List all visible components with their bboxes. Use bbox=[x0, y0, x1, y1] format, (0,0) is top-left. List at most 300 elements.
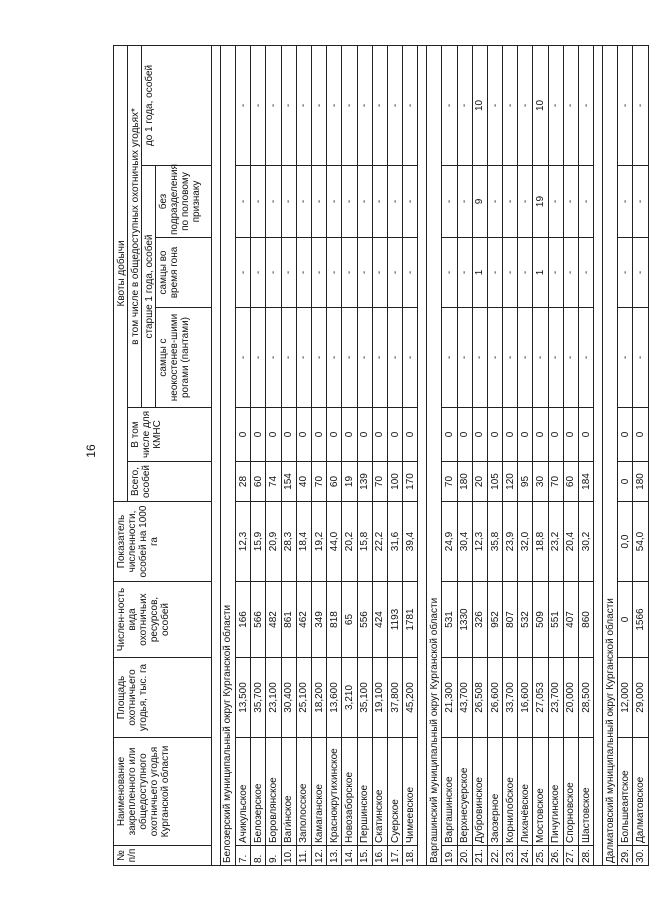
row-rut: 1 bbox=[533, 238, 548, 308]
row-calf: - bbox=[357, 45, 372, 165]
row-density: 18,4 bbox=[296, 502, 311, 582]
row-nosex: - bbox=[357, 166, 372, 238]
row-nosex: - bbox=[281, 166, 296, 238]
row-index: 23. bbox=[503, 846, 518, 866]
row-population: 326 bbox=[472, 582, 487, 658]
row-rut: - bbox=[503, 238, 518, 308]
row-kmns: 0 bbox=[442, 408, 457, 462]
row-rut: - bbox=[281, 238, 296, 308]
row-index: 17. bbox=[387, 846, 402, 866]
row-kmns: 0 bbox=[548, 408, 563, 462]
row-population: 482 bbox=[266, 582, 281, 658]
row-total: 74 bbox=[266, 462, 281, 502]
row-kmns: 0 bbox=[487, 408, 502, 462]
row-rut: - bbox=[357, 238, 372, 308]
row-index: 7. bbox=[236, 846, 251, 866]
row-rut: - bbox=[342, 238, 357, 308]
row-density: 31,6 bbox=[387, 502, 402, 582]
row-nosex: - bbox=[387, 166, 402, 238]
row-population: 349 bbox=[311, 582, 326, 658]
row-population: 1193 bbox=[387, 582, 402, 658]
row-kmns: 0 bbox=[311, 408, 326, 462]
row-population: 462 bbox=[296, 582, 311, 658]
row-rut: - bbox=[563, 238, 578, 308]
row-total: 20 bbox=[472, 462, 487, 502]
row-name: Верхнесуерское bbox=[457, 738, 472, 846]
row-name: Камаганское bbox=[311, 738, 326, 846]
row-area: 30,400 bbox=[281, 658, 296, 738]
row-calf: - bbox=[251, 45, 266, 165]
row-area: 3,210 bbox=[342, 658, 357, 738]
row-rut: - bbox=[518, 238, 533, 308]
row-population: 1566 bbox=[633, 582, 649, 658]
header-index: № п/п bbox=[114, 846, 212, 866]
row-nosex: - bbox=[327, 166, 342, 238]
row-population: 531 bbox=[442, 582, 457, 658]
district-header-row bbox=[220, 45, 235, 865]
row-velvet: - bbox=[633, 308, 649, 408]
row-index: 15. bbox=[357, 846, 372, 866]
table-row bbox=[403, 45, 418, 865]
row-area: 23,700 bbox=[548, 658, 563, 738]
row-population: 861 bbox=[281, 582, 296, 658]
row-total: 170 bbox=[403, 462, 418, 502]
row-calf: - bbox=[311, 45, 326, 165]
row-calf: - bbox=[342, 45, 357, 165]
row-name: Суерское bbox=[387, 738, 402, 846]
table-row bbox=[251, 45, 266, 865]
row-calf: 10 bbox=[472, 45, 487, 165]
row-area: 19,100 bbox=[372, 658, 387, 738]
row-total: 120 bbox=[503, 462, 518, 502]
row-density: 32,0 bbox=[518, 502, 533, 582]
row-index: 13. bbox=[327, 846, 342, 866]
row-kmns: 0 bbox=[387, 408, 402, 462]
row-index: 22. bbox=[487, 846, 502, 866]
row-area: 13,600 bbox=[327, 658, 342, 738]
row-nosex: - bbox=[503, 166, 518, 238]
row-name: Чимеевское bbox=[403, 738, 418, 846]
row-area: 43,700 bbox=[457, 658, 472, 738]
row-kmns: 0 bbox=[403, 408, 418, 462]
row-kmns: 0 bbox=[251, 408, 266, 462]
row-index: 18. bbox=[403, 846, 418, 866]
row-name: Спорновское bbox=[563, 738, 578, 846]
district-header-row bbox=[427, 45, 442, 865]
row-nosex: - bbox=[548, 166, 563, 238]
row-area: 27,053 bbox=[533, 658, 548, 738]
row-density: 18,8 bbox=[533, 502, 548, 582]
row-kmns: 0 bbox=[327, 408, 342, 462]
row-density: 15,9 bbox=[251, 502, 266, 582]
row-index: 20. bbox=[457, 846, 472, 866]
header-density: Показатель численности, особей на 1000 га bbox=[114, 502, 212, 582]
table-row bbox=[357, 45, 372, 865]
row-velvet: - bbox=[442, 308, 457, 408]
row-velvet: - bbox=[403, 308, 418, 408]
row-area: 35,700 bbox=[251, 658, 266, 738]
row-total: 0 bbox=[618, 462, 633, 502]
header-under: до 1 года, особей bbox=[142, 45, 212, 165]
table-row bbox=[518, 45, 533, 865]
table-row bbox=[387, 45, 402, 865]
row-total: 60 bbox=[327, 462, 342, 502]
row-rut: 1 bbox=[472, 238, 487, 308]
spacer-row bbox=[594, 45, 603, 865]
row-density: 23,9 bbox=[503, 502, 518, 582]
row-nosex: - bbox=[442, 166, 457, 238]
row-name: Заозерное bbox=[487, 738, 502, 846]
row-name: Большеаятское bbox=[618, 738, 633, 846]
hunting-quota-table bbox=[113, 45, 649, 866]
row-kmns: 0 bbox=[457, 408, 472, 462]
row-total: 70 bbox=[311, 462, 326, 502]
table-row bbox=[296, 45, 311, 865]
row-area: 20,000 bbox=[563, 658, 578, 738]
row-kmns: 0 bbox=[472, 408, 487, 462]
row-total: 60 bbox=[563, 462, 578, 502]
header-velvet: самцы с неокостенев-шими рогами (пантами) bbox=[156, 308, 212, 408]
row-nosex: - bbox=[487, 166, 502, 238]
row-nosex: - bbox=[251, 166, 266, 238]
header-rut: самцы во время гона bbox=[156, 238, 212, 308]
row-total: 70 bbox=[372, 462, 387, 502]
row-name: Мостовское bbox=[533, 738, 548, 846]
row-calf: - bbox=[618, 45, 633, 165]
header-total: Всего, особей bbox=[128, 462, 212, 502]
row-density: 23,2 bbox=[548, 502, 563, 582]
header-area: Площадь охотничьего угодья, тыс. га bbox=[114, 658, 212, 738]
row-total: 180 bbox=[633, 462, 649, 502]
row-area: 35,100 bbox=[357, 658, 372, 738]
row-rut: - bbox=[266, 238, 281, 308]
row-calf: - bbox=[387, 45, 402, 165]
row-velvet: - bbox=[281, 308, 296, 408]
row-total: 100 bbox=[387, 462, 402, 502]
row-density: 28,3 bbox=[281, 502, 296, 582]
row-area: 26,600 bbox=[487, 658, 502, 738]
row-kmns: 0 bbox=[357, 408, 372, 462]
row-calf: - bbox=[503, 45, 518, 165]
row-area: 16,600 bbox=[518, 658, 533, 738]
table-row bbox=[487, 45, 502, 865]
row-index: 11. bbox=[296, 846, 311, 866]
row-velvet: - bbox=[387, 308, 402, 408]
row-population: 532 bbox=[518, 582, 533, 658]
row-total: 95 bbox=[518, 462, 533, 502]
row-density: 20,2 bbox=[342, 502, 357, 582]
district-header-row bbox=[603, 45, 618, 865]
district-title: Далматовский муниципальный округ Курганской области bbox=[603, 45, 618, 865]
row-kmns: 0 bbox=[236, 408, 251, 462]
row-kmns: 0 bbox=[518, 408, 533, 462]
header-population: Числен-ность вида охотничьих ресурсов, особей bbox=[114, 582, 212, 658]
row-rut: - bbox=[633, 238, 649, 308]
row-nosex: - bbox=[342, 166, 357, 238]
row-population: 818 bbox=[327, 582, 342, 658]
row-density: 30,2 bbox=[579, 502, 594, 582]
table-header bbox=[114, 45, 212, 865]
row-index: 19. bbox=[442, 846, 457, 866]
row-density: 54,0 bbox=[633, 502, 649, 582]
row-area: 23,100 bbox=[266, 658, 281, 738]
table-row bbox=[281, 45, 296, 865]
district-title: Варгашинский муниципальный округ Курганской области bbox=[427, 45, 442, 865]
row-calf: - bbox=[563, 45, 578, 165]
row-index: 12. bbox=[311, 846, 326, 866]
row-index: 25. bbox=[533, 846, 548, 866]
row-calf: - bbox=[403, 45, 418, 165]
row-nosex: 9 bbox=[472, 166, 487, 238]
row-velvet: - bbox=[563, 308, 578, 408]
row-rut: - bbox=[387, 238, 402, 308]
row-velvet: - bbox=[487, 308, 502, 408]
district-title: Белозерский муниципальный округ Курганской области bbox=[220, 45, 235, 865]
row-density: 39,4 bbox=[403, 502, 418, 582]
spacer-row bbox=[418, 45, 427, 865]
table-row bbox=[503, 45, 518, 865]
row-name: Далматовское bbox=[633, 738, 649, 846]
row-rut: - bbox=[487, 238, 502, 308]
row-calf: - bbox=[281, 45, 296, 165]
table-row bbox=[236, 45, 251, 865]
row-nosex: - bbox=[266, 166, 281, 238]
row-index: 26. bbox=[548, 846, 563, 866]
row-velvet: - bbox=[579, 308, 594, 408]
row-velvet: - bbox=[251, 308, 266, 408]
row-total: 184 bbox=[579, 462, 594, 502]
row-area: 26,508 bbox=[472, 658, 487, 738]
table-row bbox=[266, 45, 281, 865]
row-nosex: - bbox=[618, 166, 633, 238]
row-calf: - bbox=[548, 45, 563, 165]
table-row bbox=[618, 45, 633, 865]
row-kmns: 0 bbox=[563, 408, 578, 462]
table-row bbox=[533, 45, 548, 865]
row-name: Заполосское bbox=[296, 738, 311, 846]
row-calf: 10 bbox=[533, 45, 548, 165]
row-nosex: - bbox=[563, 166, 578, 238]
row-name: Корнилобское bbox=[503, 738, 518, 846]
row-population: 860 bbox=[579, 582, 594, 658]
header-name: Наименование закрепленного или общедоступного охотничьего угодья Курганской области bbox=[114, 738, 212, 846]
row-population: 952 bbox=[487, 582, 502, 658]
row-name: Ваги́нское bbox=[281, 738, 296, 846]
row-kmns: 0 bbox=[281, 408, 296, 462]
row-velvet: - bbox=[311, 308, 326, 408]
row-velvet: - bbox=[503, 308, 518, 408]
row-index: 16. bbox=[372, 846, 387, 866]
table-row bbox=[579, 45, 594, 865]
row-density: 20,9 bbox=[266, 502, 281, 582]
row-nosex: - bbox=[457, 166, 472, 238]
row-area: 21,300 bbox=[442, 658, 457, 738]
row-density: 30,4 bbox=[457, 502, 472, 582]
row-index: 10. bbox=[281, 846, 296, 866]
row-population: 566 bbox=[251, 582, 266, 658]
row-population: 556 bbox=[357, 582, 372, 658]
row-total: 139 bbox=[357, 462, 372, 502]
row-area: 13,500 bbox=[236, 658, 251, 738]
row-name: Ачикульское bbox=[236, 738, 251, 846]
row-name: Краснокрутихинское bbox=[327, 738, 342, 846]
spacer-row bbox=[212, 45, 221, 865]
row-population: 0 bbox=[618, 582, 633, 658]
row-rut: - bbox=[327, 238, 342, 308]
row-index: 29. bbox=[618, 846, 633, 866]
row-rut: - bbox=[618, 238, 633, 308]
row-rut: - bbox=[579, 238, 594, 308]
row-total: 60 bbox=[251, 462, 266, 502]
row-velvet: - bbox=[618, 308, 633, 408]
row-name: Скатинское bbox=[372, 738, 387, 846]
row-calf: - bbox=[518, 45, 533, 165]
row-density: 19,2 bbox=[311, 502, 326, 582]
row-name: Лихачёвское bbox=[518, 738, 533, 846]
row-density: 0,0 bbox=[618, 502, 633, 582]
table-row bbox=[457, 45, 472, 865]
table-row bbox=[342, 45, 357, 865]
row-index: 14. bbox=[342, 846, 357, 866]
table-row bbox=[327, 45, 342, 865]
row-area: 33,700 bbox=[503, 658, 518, 738]
table-row bbox=[633, 45, 649, 865]
row-kmns: 0 bbox=[503, 408, 518, 462]
header-in-public: в том числе в общедоступных охотничьих угодьях* bbox=[128, 45, 142, 407]
row-velvet: - bbox=[518, 308, 533, 408]
row-nosex: - bbox=[311, 166, 326, 238]
row-population: 807 bbox=[503, 582, 518, 658]
row-nosex: - bbox=[403, 166, 418, 238]
row-kmns: 0 bbox=[372, 408, 387, 462]
row-population: 65 bbox=[342, 582, 357, 658]
row-rut: - bbox=[372, 238, 387, 308]
row-velvet: - bbox=[327, 308, 342, 408]
row-name: Новозаборское bbox=[342, 738, 357, 846]
row-index: 27. bbox=[563, 846, 578, 866]
row-velvet: - bbox=[457, 308, 472, 408]
row-name: Варгашинское bbox=[442, 738, 457, 846]
table-row bbox=[563, 45, 578, 865]
header-older: старше 1 года, особей bbox=[142, 166, 156, 408]
row-rut: - bbox=[403, 238, 418, 308]
row-rut: - bbox=[311, 238, 326, 308]
row-index: 8. bbox=[251, 846, 266, 866]
header-nosex: без подразделения по половому признаку bbox=[156, 166, 212, 238]
row-calf: - bbox=[236, 45, 251, 165]
row-total: 105 bbox=[487, 462, 502, 502]
table-row bbox=[311, 45, 326, 865]
row-rut: - bbox=[442, 238, 457, 308]
row-kmns: 0 bbox=[633, 408, 649, 462]
row-name: Першинское bbox=[357, 738, 372, 846]
row-velvet: - bbox=[533, 308, 548, 408]
row-area: 28,500 bbox=[579, 658, 594, 738]
row-area: 12,000 bbox=[618, 658, 633, 738]
row-calf: - bbox=[296, 45, 311, 165]
row-calf: - bbox=[327, 45, 342, 165]
row-velvet: - bbox=[372, 308, 387, 408]
header-quotas: Квоты добычи bbox=[114, 45, 128, 501]
row-total: 40 bbox=[296, 462, 311, 502]
table-row bbox=[472, 45, 487, 865]
row-velvet: - bbox=[296, 308, 311, 408]
row-area: 37,800 bbox=[387, 658, 402, 738]
row-velvet: - bbox=[548, 308, 563, 408]
row-velvet: - bbox=[342, 308, 357, 408]
row-area: 25,100 bbox=[296, 658, 311, 738]
row-population: 551 bbox=[548, 582, 563, 658]
row-kmns: 0 bbox=[296, 408, 311, 462]
page-number: 16 bbox=[84, 444, 98, 458]
row-total: 154 bbox=[281, 462, 296, 502]
row-calf: - bbox=[487, 45, 502, 165]
row-nosex: - bbox=[579, 166, 594, 238]
row-population: 1781 bbox=[403, 582, 418, 658]
row-total: 19 bbox=[342, 462, 357, 502]
row-density: 24,9 bbox=[442, 502, 457, 582]
row-nosex: - bbox=[236, 166, 251, 238]
row-kmns: 0 bbox=[342, 408, 357, 462]
row-density: 22,2 bbox=[372, 502, 387, 582]
row-area: 45,200 bbox=[403, 658, 418, 738]
row-density: 35,8 bbox=[487, 502, 502, 582]
row-population: 1330 bbox=[457, 582, 472, 658]
row-population: 407 bbox=[563, 582, 578, 658]
row-nosex: - bbox=[372, 166, 387, 238]
row-calf: - bbox=[633, 45, 649, 165]
row-kmns: 0 bbox=[533, 408, 548, 462]
row-index: 21. bbox=[472, 846, 487, 866]
row-area: 18,200 bbox=[311, 658, 326, 738]
row-total: 30 bbox=[533, 462, 548, 502]
row-velvet: - bbox=[472, 308, 487, 408]
row-population: 424 bbox=[372, 582, 387, 658]
row-nosex: - bbox=[518, 166, 533, 238]
row-velvet: - bbox=[357, 308, 372, 408]
table-row bbox=[548, 45, 563, 865]
row-name: Боровлянское bbox=[266, 738, 281, 846]
row-calf: - bbox=[372, 45, 387, 165]
table-row bbox=[442, 45, 457, 865]
row-velvet: - bbox=[236, 308, 251, 408]
row-kmns: 0 bbox=[266, 408, 281, 462]
row-total: 28 bbox=[236, 462, 251, 502]
row-rut: - bbox=[548, 238, 563, 308]
row-density: 12,3 bbox=[236, 502, 251, 582]
rotated-table-wrapper bbox=[113, 46, 649, 866]
row-rut: - bbox=[236, 238, 251, 308]
header-kmns: В том числе для КМНС bbox=[128, 408, 212, 462]
row-population: 509 bbox=[533, 582, 548, 658]
table-row bbox=[372, 45, 387, 865]
table-body bbox=[212, 45, 649, 865]
row-velvet: - bbox=[266, 308, 281, 408]
row-total: 70 bbox=[442, 462, 457, 502]
row-index: 30. bbox=[633, 846, 649, 866]
row-nosex: - bbox=[633, 166, 649, 238]
row-name: Белозерское bbox=[251, 738, 266, 846]
row-total: 180 bbox=[457, 462, 472, 502]
row-total: 70 bbox=[548, 462, 563, 502]
row-density: 20,4 bbox=[563, 502, 578, 582]
row-calf: - bbox=[266, 45, 281, 165]
row-index: 24. bbox=[518, 846, 533, 866]
row-rut: - bbox=[296, 238, 311, 308]
row-name: Дубровинское bbox=[472, 738, 487, 846]
row-calf: - bbox=[442, 45, 457, 165]
row-name: Пичугинское bbox=[548, 738, 563, 846]
